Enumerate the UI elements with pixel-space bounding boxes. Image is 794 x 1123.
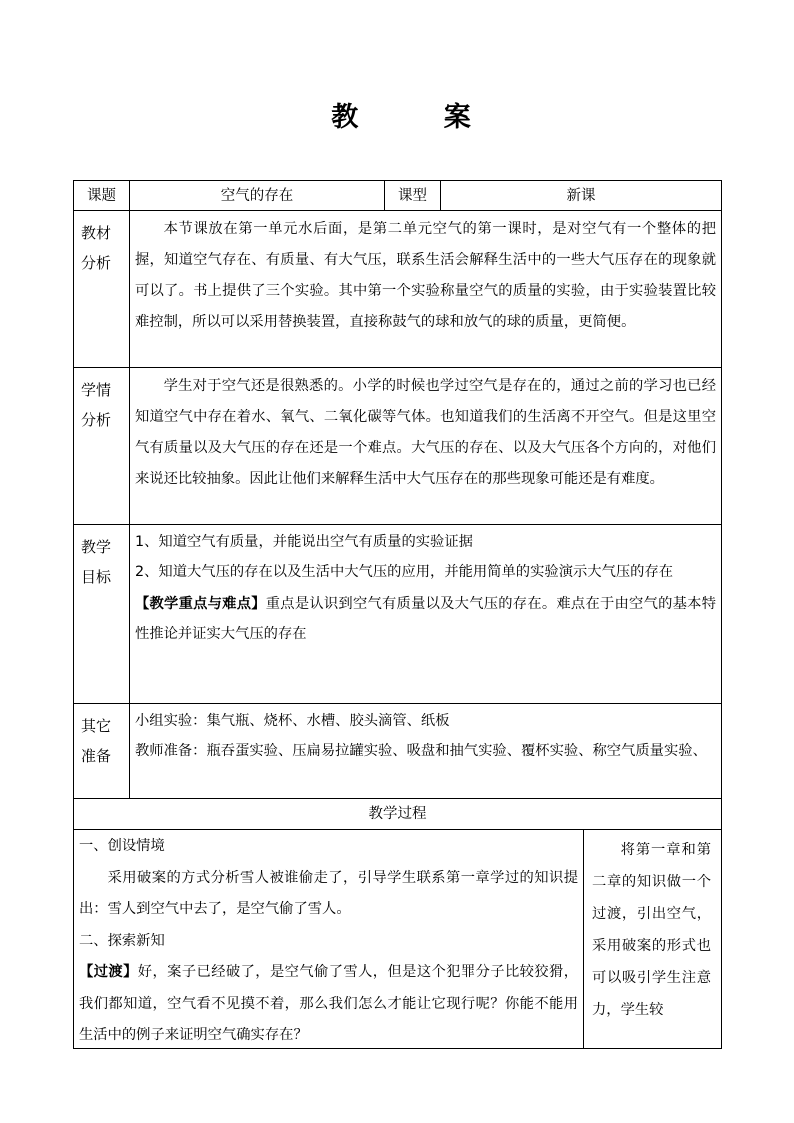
process-header: 教学过程 — [368, 806, 427, 822]
topic-value-cell — [129, 180, 385, 211]
document-title: 教 案 — [331, 102, 509, 133]
prep-group: 小组实验：集气瓶、烧杯、水槽、胶头滴管、纸板 — [135, 713, 450, 729]
students-label-line2: 分析 — [81, 411, 112, 429]
material-label — [74, 211, 129, 278]
transition-label: 【过渡】 — [79, 964, 138, 980]
students-label — [74, 368, 129, 435]
type-label: 课型 — [398, 188, 427, 204]
type-value-cell — [440, 180, 722, 211]
transition-text: 好，案子已经破了，是空气偷了雪人，但是这个犯罪分子比较狡猾，我们都知道，空气看不见摸不着，那么我们怎么才能让它现行呢？你能不能用生活中的例子来证明空气确实存在？ — [79, 964, 579, 1043]
topic-label: 课题 — [87, 188, 116, 204]
goals-label-line1: 教学 — [81, 538, 112, 556]
prep-label-cell — [73, 703, 130, 799]
students-text: 学生对于空气还是很熟悉的。小学的时候也学过空气是存在的，通过之前的学习也已经知道空气中存在着水、氧气、二氧化碳等气体。也知道我们的生活离不开空气。但是这里空气有质量以及大气压的存在还是一个难点。大气压的存在、以及大气压各个方向的，对他们来说还比较抽象。因此让他们来解释生活中大气压存在的那些现象可能还是有难度。 — [135, 378, 716, 487]
goal-2: 2、知道大气压的存在以及生活中大气压的应用，并能用简单的实验演示大气压的存在 — [135, 564, 674, 580]
process-main-cell — [73, 829, 584, 1049]
goals-label-cell — [73, 524, 130, 704]
type-label-cell — [384, 180, 441, 211]
process-side-cell — [583, 829, 722, 1049]
goals-content-cell — [129, 524, 722, 704]
students-content-cell — [129, 367, 722, 525]
process-side-note: 将第一章和第二章的知识做一个过渡，引出空气，采用破案的形式也可以吸引学生注意力，学生较 — [592, 842, 711, 1018]
goals-label-line2: 目标 — [81, 568, 112, 586]
students-label-cell — [73, 367, 130, 525]
prep-content-cell — [129, 703, 722, 799]
goal-1: 1、知道空气有质量，并能说出空气有质量的实验证据 — [135, 534, 473, 550]
key-points-label: 【教学重点与难点】 — [135, 596, 266, 612]
topic-value: 空气的存在 — [220, 188, 294, 204]
students-label-line1: 学情 — [81, 381, 112, 399]
prep-content — [130, 704, 721, 766]
material-content-cell — [129, 210, 722, 368]
topic-label-cell — [73, 180, 130, 211]
key-points — [135, 589, 716, 649]
prep-label-line2: 准备 — [81, 747, 112, 765]
section-create-scenario: 一、创设情境 — [79, 838, 165, 854]
key-points-text: 重点是认识到空气有质量以及大气压的存在。难点在于由空气的基本特性推论并证实大气压的存在 — [135, 596, 717, 642]
transition-paragraph — [79, 957, 578, 1049]
material-text: 本节课放在第一单元水后面，是第二单元空气的第一课时，是对空气有一个整体的把握，知道空气存在、有质量、有大气压，联系生活会解释生活中的一些大气压存在的现象就可以了。书上提供了三个实验。其中第一个实验称量空气的质量的实验，由于实验装置比较难控制，所以可以采用替换装置，直接称鼓气的球和放气的球的质量，更简便。 — [135, 221, 716, 330]
goals-content — [130, 525, 721, 649]
material-label-line1: 教材 — [81, 224, 112, 242]
scenario-paragraph: 采用破案的方式分析雪人被谁偷走了，引导学生联系第一章学过的知识提出：雪人到空气中去了，是空气偷了雪人。 — [79, 869, 578, 917]
prep-label-line1: 其它 — [81, 717, 112, 735]
material-label-line2: 分析 — [81, 254, 112, 272]
process-header-cell — [73, 798, 722, 830]
material-label-cell — [73, 210, 130, 368]
process-main — [74, 830, 583, 1049]
goals-label — [74, 525, 129, 592]
type-value: 新课 — [566, 188, 596, 204]
prep-teacher: 教师准备：瓶吞蛋实验、压扁易拉罐实验、吸盘和抽气实验、覆杯实验、称空气质量实验、 — [135, 743, 707, 759]
prep-label — [74, 704, 129, 771]
section-explore: 二、探索新知 — [79, 932, 165, 949]
